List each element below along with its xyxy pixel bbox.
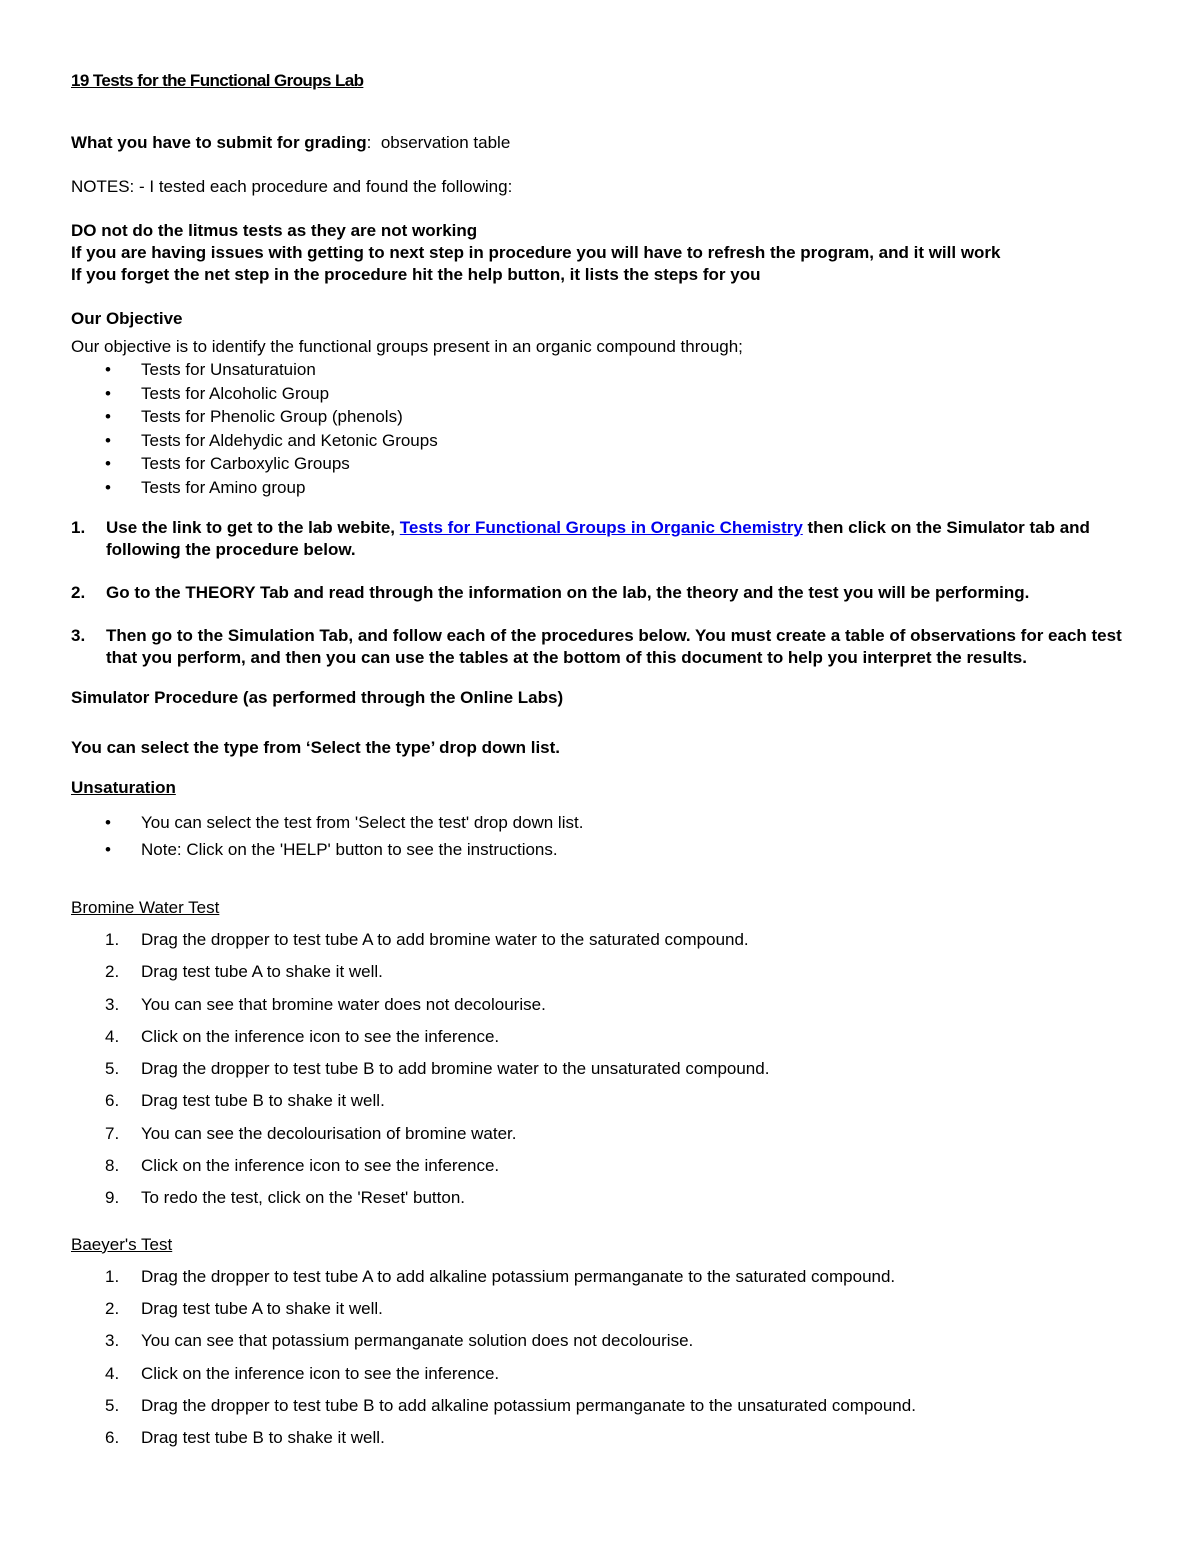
warnings-block — [71, 220, 1141, 286]
list-item: 2. Drag test tube A to shake it well. — [105, 962, 383, 982]
list-item: 4. Click on the inference icon to see the inference. — [105, 1026, 500, 1046]
baeyer-steps — [71, 1266, 1141, 1460]
objective-list — [71, 358, 1141, 499]
document-page — [71, 70, 1141, 1459]
list-item: 7. You can see the decolourisation of bromine water. — [105, 1123, 517, 1143]
bullet-icon: • — [105, 383, 111, 403]
warning-line: If you forget the net step in the procedure hit the help button, it lists the steps for you — [71, 265, 761, 284]
list-item: 5. Drag the dropper to test tube B to add alkaline potassium permanganate to the unsaturated compound. — [105, 1395, 916, 1415]
objective-heading: Our Objective — [71, 309, 183, 328]
submit-line — [71, 132, 1141, 154]
list-item: • Tests for Alcoholic Group — [71, 382, 1141, 406]
list-item: • Tests for Phenolic Group (phenols) — [71, 405, 1141, 429]
bromine-heading: Bromine Water Test — [71, 898, 220, 917]
list-item: • Note: Click on the 'HELP' button to see the instructions. — [71, 836, 1141, 863]
objective-intro: Our objective is to identify the functional groups present in an organic compound through; — [71, 337, 743, 356]
simulator-heading: Simulator Procedure (as performed through the Online Labs) — [71, 688, 564, 707]
list-item: 3. You can see that potassium permanganate solution does not decolourise. — [105, 1331, 694, 1351]
list-item: 8. Click on the inference icon to see the inference. — [105, 1156, 500, 1176]
bullet-icon: • — [105, 407, 111, 426]
list-item: 6. Drag test tube B to shake it well. — [105, 1091, 385, 1111]
list-item: 6. Drag test tube B to shake it well. — [105, 1428, 385, 1448]
list-item: • Tests for Amino group — [71, 476, 1141, 500]
warning-line: DO not do the litmus tests as they are not working — [71, 221, 478, 240]
list-item: • Tests for Carboxylic Groups — [71, 452, 1141, 476]
submit-colon: : — [366, 133, 372, 152]
bromine-steps — [71, 929, 1141, 1220]
notes-line: NOTES: - I tested each procedure and found the following: — [71, 177, 513, 196]
list-item: 1. Use the link to get to the lab webite, Tests for Functional Groups in Organic Chemistry then click on the Simulator tab and following the procedure below. — [71, 518, 1090, 559]
warning-line: If you are having issues with getting to next step in procedure you will have to refresh the program, and it will work — [71, 243, 1001, 262]
list-item: 9. To redo the test, click on the 'Reset' button. — [105, 1188, 466, 1208]
bullet-icon: • — [105, 360, 111, 379]
select-type-line: You can select the type from ‘Select the type’ drop down list. — [71, 738, 561, 757]
unsaturation-list — [71, 809, 1141, 863]
bullet-icon: • — [105, 477, 111, 497]
document-title: 19 Tests for the Functional Groups Lab — [71, 71, 364, 90]
instructions-list — [71, 517, 1141, 669]
submit-value: observation table — [380, 133, 511, 152]
baeyer-heading: Baeyer's Test — [71, 1234, 173, 1254]
submit-label: What you have to submit for grading — [71, 133, 367, 152]
unsaturation-heading: Unsaturation — [71, 778, 176, 797]
list-item: 2. Drag test tube A to shake it well. — [105, 1298, 383, 1318]
list-item: • Tests for Unsaturatuion — [71, 358, 1141, 382]
list-item: • You can select the test from 'Select the test' drop down list. — [71, 809, 1141, 836]
bullet-icon: • — [105, 454, 111, 473]
list-item: 1. Drag the dropper to test tube A to add alkaline potassium permanganate to the saturated compound. — [105, 1266, 896, 1286]
list-item: 2. Go to the THEORY Tab and read through the information on the lab, the theory and the test you will be performing. — [71, 583, 1030, 602]
list-item: 3. You can see that bromine water does not decolourise. — [105, 994, 546, 1014]
bullet-icon: • — [105, 813, 111, 832]
lab-website-link[interactable]: Tests for Functional Groups in Organic Chemistry — [399, 518, 803, 537]
list-item: 5. Drag the dropper to test tube B to add bromine water to the unsaturated compound. — [105, 1059, 770, 1079]
list-item: 3. Then go to the Simulation Tab, and follow each of the procedures below. You must create a table of observations for each test that you perform, and then you can use the tables at the bottom of this document to help you interpret the results. — [71, 626, 1122, 667]
bullet-icon: • — [105, 840, 111, 859]
list-item: • Tests for Aldehydic and Ketonic Groups — [71, 429, 1141, 453]
list-item: 1. Drag the dropper to test tube A to add bromine water to the saturated compound. — [105, 930, 749, 949]
bullet-icon: • — [105, 430, 111, 450]
list-item: 4. Click on the inference icon to see the inference. — [105, 1363, 500, 1383]
